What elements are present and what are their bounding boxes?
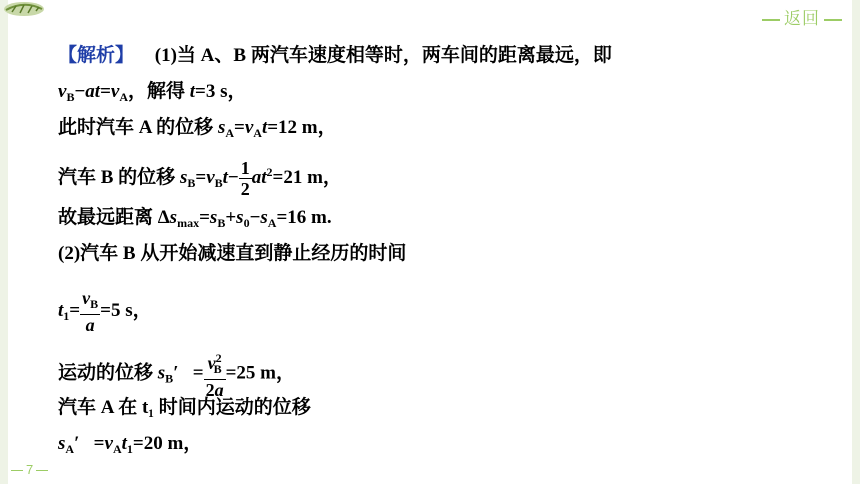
back-button[interactable] <box>758 4 846 29</box>
sB2-result: =25 m， <box>225 362 296 384</box>
left-border <box>0 0 8 484</box>
back-left-dash <box>762 19 780 21</box>
page-right-dash <box>36 470 48 471</box>
fraction-half: $\frac{1}{2}$ <box>240 158 250 199</box>
page-left-dash <box>11 470 23 471</box>
eq-tail: ，解得 <box>128 81 190 102</box>
sA2-result: =20 m， <box>132 433 203 454</box>
solution-line-5: 故最远距离 $\Delta s_{max}=s_B+s_0-s_A=16$ m. <box>58 207 332 230</box>
solution-line-2: $v_B-at=v_A$，解得 t=3 s， <box>58 81 247 104</box>
fraction-vB2-over-2a: $\frac{v^2_B}{2a}$ <box>204 348 226 400</box>
part1-intro: (1)当 A、B 两汽车速度相等时，两车间的距离最远，即 <box>154 45 612 66</box>
page-number <box>8 462 51 477</box>
solution-line-6 <box>58 242 406 266</box>
sB-prefix: 汽车 B 的位移 <box>58 166 180 188</box>
solution-line-1 <box>58 44 612 68</box>
ds-prefix: 故最远距离 Δ <box>58 207 170 228</box>
sB-result: =21 m， <box>272 166 342 188</box>
solution-line-10: $s_A' =v_At_1=20$ m， <box>58 433 203 456</box>
back-right-dash <box>824 19 842 21</box>
sA-result: =12 m， <box>267 117 337 138</box>
solution-line-8: 运动的位移 $s_B'$ = $\frac{v^2_B}{2a}$ =25 m， <box>58 348 295 400</box>
A-in-t1-text: 在 t₁ 时间内运动的位移 <box>118 397 311 418</box>
t1-result: =5 s， <box>100 299 152 321</box>
leaf-logo-icon <box>2 0 46 20</box>
back-label: 返回 <box>784 9 820 28</box>
solution-line-9: 汽车 A 在 t₁ 时间内运动的位移 <box>58 397 311 418</box>
solution-line-4: 汽车 B 的位移 $s_B=v_Bt-$ $\frac{1}{2}$ $at^2=21$ m， <box>58 158 342 199</box>
solution-line-3: 此时汽车 A 的位移 $s_A=v_At=12$ m， <box>58 117 337 140</box>
analysis-tag: 【解析】 <box>58 45 135 66</box>
eq-result: =3 s， <box>195 81 247 102</box>
ds-result: =16 m. <box>276 207 332 228</box>
right-border <box>852 0 860 484</box>
part2-intro: (2)汽车 B 从开始减速直到静止经历的时间 <box>58 243 407 264</box>
fraction-vB-over-a: $\frac{v_B}{a}$ <box>82 288 99 335</box>
solution-line-7: $t_1=$ $\frac{v_B}{a}$ =5 s， <box>58 288 152 335</box>
sB2-prefix: 运动的位移 <box>58 362 158 384</box>
page-number-label: 7 <box>26 462 34 477</box>
sA-prefix: 此时汽车 A 的位移 <box>58 117 218 138</box>
